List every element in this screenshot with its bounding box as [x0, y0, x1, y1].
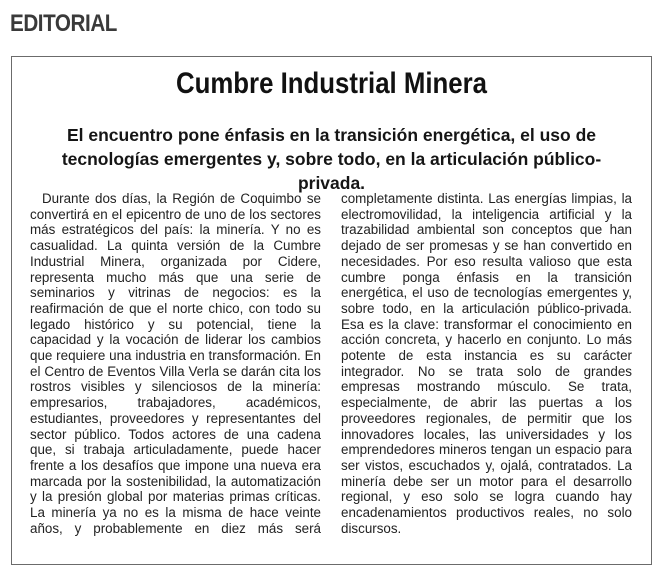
subheadline: El encuentro pone énfasis en la transición energética, el uso de tecnologías emergentes y, sobre todo, en la articulación público-privada.	[61, 125, 602, 193]
section-label: EDITORIAL	[10, 10, 117, 37]
editorial-frame	[11, 56, 652, 565]
article-body-paragraph: Durante dos días, la Región de Coquimbo se convertirá en el epicentro de uno de los sectores más estratégicos del país: la minería. Y no es casualidad. La quinta versión de la Cumbre Industrial Minera, organizada por Cidere, representa mucho más que una serie de seminarios y vitrinas de negocios: es la reafirmación de que el norte chico, con todo su legado histórico y su potencial, tiene la capacidad y la vocación de liderar los cambios que requiere una industria en transformación. En el Centro de Eventos Villa Verla se darán cita los rostros visibles y silenciosos de la minería: empresarios, trabajadores, académicos, estudiantes, proveedores y representantes del sector público. Todos actores de una cadena que, si trabaja articuladamente, puede hacer frente a los desafíos que impone una nueva era marcada por la sostenibilidad, la automatización y la presión global por materias primas críticas. La minería ya no es la misma de hace veinte años, y probablemente en diez más será completamente distinta. Las energías limpias, la electromovilidad, la inteligencia artificial y la trazabilidad ambiental son conceptos que han dejado de ser promesas y se han convertido en necesidades. Por eso resulta valioso que esta cumbre ponga énfasis en la transición energética, el uso de tecnologías emergentes y, sobre todo, en la articulación público-privada. Esa es la clave: transformar el conocimiento en acción concreta, y hacerlo en conjunto. Lo más potente de esta instancia es su carácter integrador. No se trata solo de grandes empresas mostrando músculo. Se trata, especialmente, de abrir las puertas a los proveedores regionales, de permitir que los innovadores locales, las universidades y los emprendedores mineros tengan un espacio para ser vistos, escuchados y, ojalá, contratados. La minería debe ser un motor para el desarrollo regional, y eso solo se logra cuando hay encadenamientos productivos reales, no solo discursos.	[30, 191, 632, 536]
article-body	[30, 191, 632, 536]
headline: Cumbre Industrial Minera	[175, 67, 488, 100]
